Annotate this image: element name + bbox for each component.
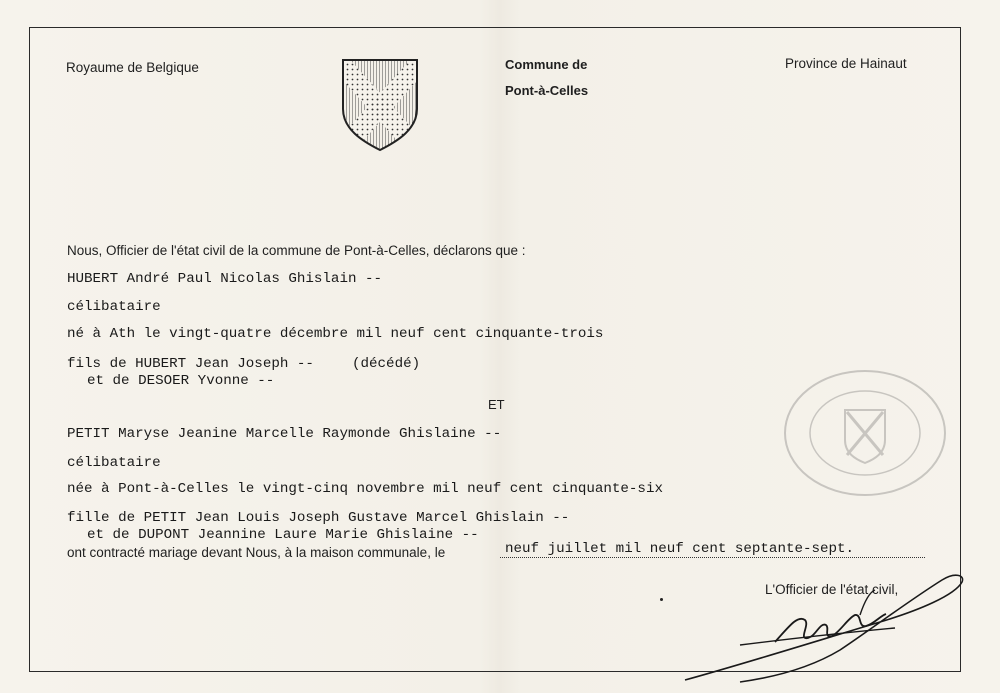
bride-mother: et de DUPONT Jeannine Laure Marie Ghislaine -- xyxy=(87,527,479,543)
groom-birth: né à Ath le vingt-quatre décembre mil neuf cent cinquante-trois xyxy=(67,326,604,342)
marriage-date: neuf juillet mil neuf cent septante-sept. xyxy=(505,541,855,557)
conjunction-et: ET xyxy=(488,397,505,412)
date-dotted-line xyxy=(500,557,925,558)
kingdom-label: Royaume de Belgique xyxy=(66,60,199,75)
groom-father-note: (décédé) xyxy=(352,356,421,372)
bride-birth: née à Pont-à-Celles le vingt-cinq novembre mil neuf cent cinquante-six xyxy=(67,481,663,497)
groom-status: célibataire xyxy=(67,299,161,315)
intro-text: Nous, Officier de l'état civil de la commune de Pont-à-Celles, déclarons que : xyxy=(67,243,526,258)
shield-saltire-icon xyxy=(340,57,420,153)
ink-dot xyxy=(660,598,663,601)
signature-title: L'Officier de l'état civil, xyxy=(765,582,899,597)
bride-father: fille de PETIT Jean Louis Joseph Gustave Marcel Ghislain -- xyxy=(67,510,570,526)
bride-status: célibataire xyxy=(67,455,161,471)
handwritten-signature xyxy=(680,570,970,690)
bride-name: PETIT Maryse Jeanine Marcelle Raymonde Ghislaine -- xyxy=(67,426,502,442)
groom-father: fils de HUBERT Jean Joseph -- xyxy=(67,356,314,372)
commune-line2: Pont-à-Celles xyxy=(505,83,589,98)
groom-name: HUBERT André Paul Nicolas Ghislain -- xyxy=(67,271,383,287)
groom-mother: et de DESOER Yvonne -- xyxy=(87,373,275,389)
province-label: Province de Hainaut xyxy=(785,56,907,71)
contract-text: ont contracté mariage devant Nous, à la maison communale, le xyxy=(67,545,446,560)
commune-line1: Commune de xyxy=(505,57,588,72)
official-seal-stamp xyxy=(775,365,950,500)
